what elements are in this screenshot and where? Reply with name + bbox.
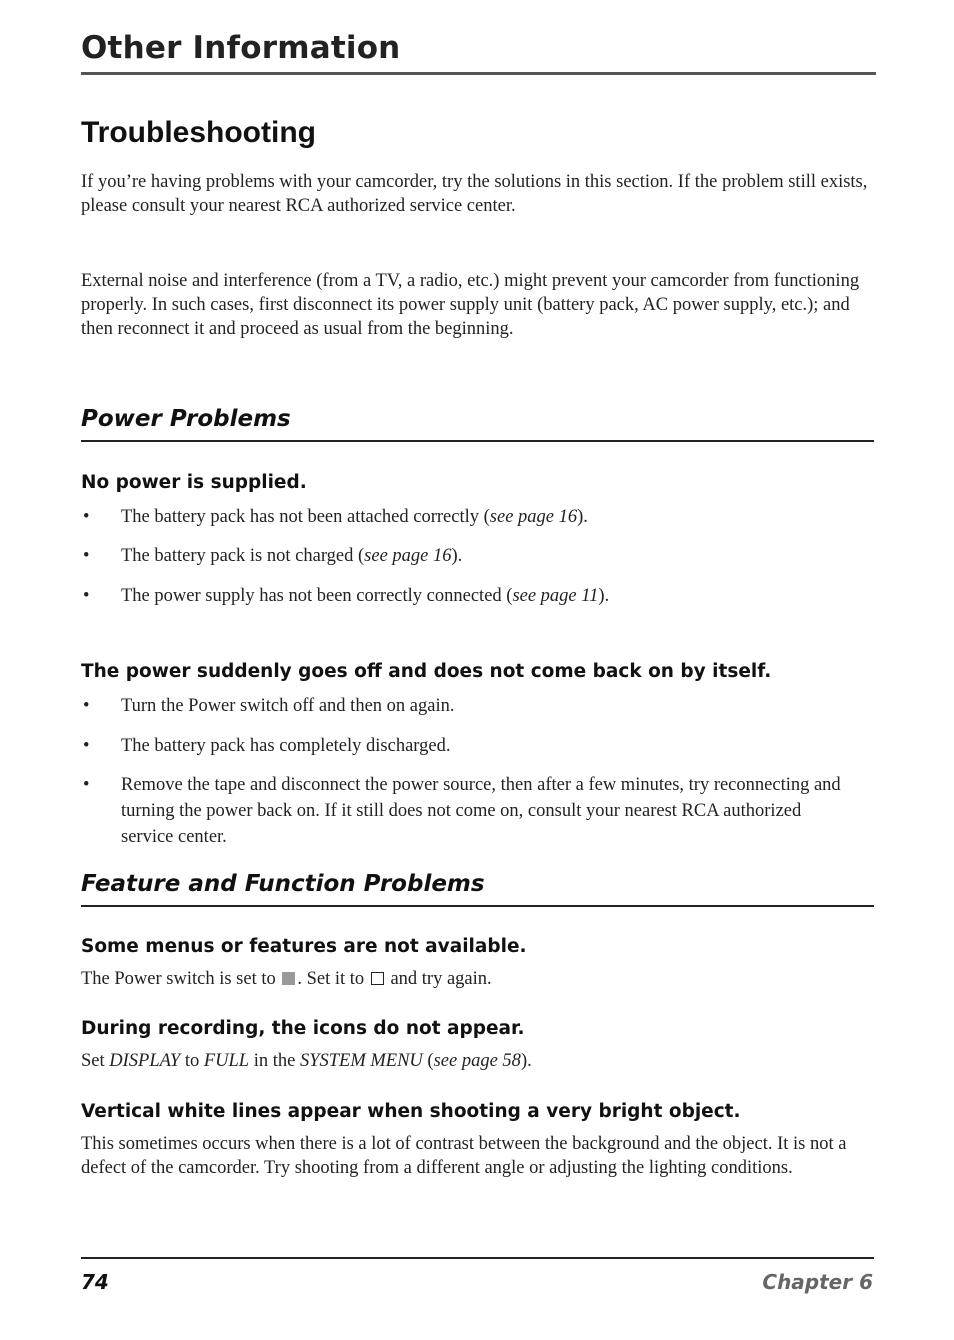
bullet-dot: •: [83, 775, 90, 795]
header-rule: [81, 72, 876, 75]
list-item: [81, 693, 874, 719]
intro-paragraph-1: If you’re having problems with your camcorder, try the solutions in this section. If the problem still exists, please consult your nearest RCA authorized service center.: [81, 172, 868, 216]
page-reference: see page 16: [489, 507, 578, 527]
footer-rule: [81, 1257, 874, 1259]
page-title: Troubleshooting: [81, 116, 316, 149]
list-item-tail: ).: [451, 546, 463, 566]
full-setting: FULL: [203, 1051, 250, 1071]
list-item-text: Turn the Power switch off and then on again.: [121, 696, 455, 716]
power-problems-rule: [81, 440, 874, 442]
white-lines-heading: Vertical white lines appear when shooting a very bright object.: [81, 1101, 741, 1122]
camera-mode-outline-square-icon: [371, 972, 384, 985]
list-item-text: The power supply has not been correctly connected (: [121, 586, 513, 606]
power-goes-off-heading: The power suddenly goes off and does not come back on by itself.: [81, 661, 772, 682]
bullet-dot: •: [83, 696, 90, 716]
list-item: [81, 504, 874, 530]
list-item-text: Remove the tape and disconnect the power source, then after a few minutes, try reconnecting and turning the power back on. If it still does not come on, consult your nearest RCA authorized service center.: [121, 775, 841, 847]
footer-chapter-label: Chapter 6: [762, 1270, 873, 1294]
bullet-dot: •: [83, 546, 90, 566]
bullet-dot: •: [83, 586, 90, 606]
feature-problems-rule: [81, 905, 874, 907]
list-item: [81, 583, 874, 609]
icons-not-appear-text: Set DISPLAY to FULL in the SYSTEM MENU (see page 58).: [81, 1051, 532, 1071]
display-menu-item: DISPLAY: [109, 1051, 181, 1071]
section-header-title: Other Information: [81, 30, 401, 66]
footer-page-number: 74: [81, 1270, 109, 1294]
list-item: [81, 543, 874, 569]
page-reference: see page 11: [512, 586, 599, 606]
page-reference: see page 16: [364, 546, 452, 566]
list-item: [81, 733, 874, 759]
camera-mode-filled-square-icon: [282, 972, 295, 985]
feature-problems-heading: Feature and Function Problems: [81, 871, 485, 897]
system-menu-name: SYSTEM MENU: [299, 1051, 423, 1071]
intro-paragraph-2: External noise and interference (from a TV, a radio, etc.) might prevent your camcorder from functioning properly. In such cases, first disconnect its power supply unit (battery pack, AC power supply, etc.); and then reconnect it and proceed as usual from the beginning.: [81, 271, 860, 339]
menus-unavailable-text: The Power switch is set to . Set it to and try again.: [81, 969, 492, 989]
page-reference: see page 58: [433, 1051, 521, 1071]
white-lines-text: This sometimes occurs when there is a lot of contrast between the background and the object. It is not a defect of the camcorder. Try shooting from a different angle or adjusting the lighting conditions.: [81, 1134, 847, 1178]
no-power-heading: No power is supplied.: [81, 472, 307, 493]
bullet-dot: •: [83, 507, 90, 527]
list-item-text: The battery pack is not charged (: [121, 546, 365, 566]
list-item: [81, 772, 841, 850]
bullet-dot: •: [83, 736, 90, 756]
list-item-text: The battery pack has not been attached correctly (: [121, 507, 490, 527]
icons-not-appear-heading: During recording, the icons do not appear.: [81, 1018, 525, 1039]
power-problems-heading: Power Problems: [81, 406, 291, 432]
list-item-tail: ).: [598, 586, 610, 606]
list-item-text: The battery pack has completely discharged.: [121, 736, 451, 756]
menus-unavailable-heading: Some menus or features are not available.: [81, 936, 527, 957]
list-item-tail: ).: [577, 507, 588, 527]
